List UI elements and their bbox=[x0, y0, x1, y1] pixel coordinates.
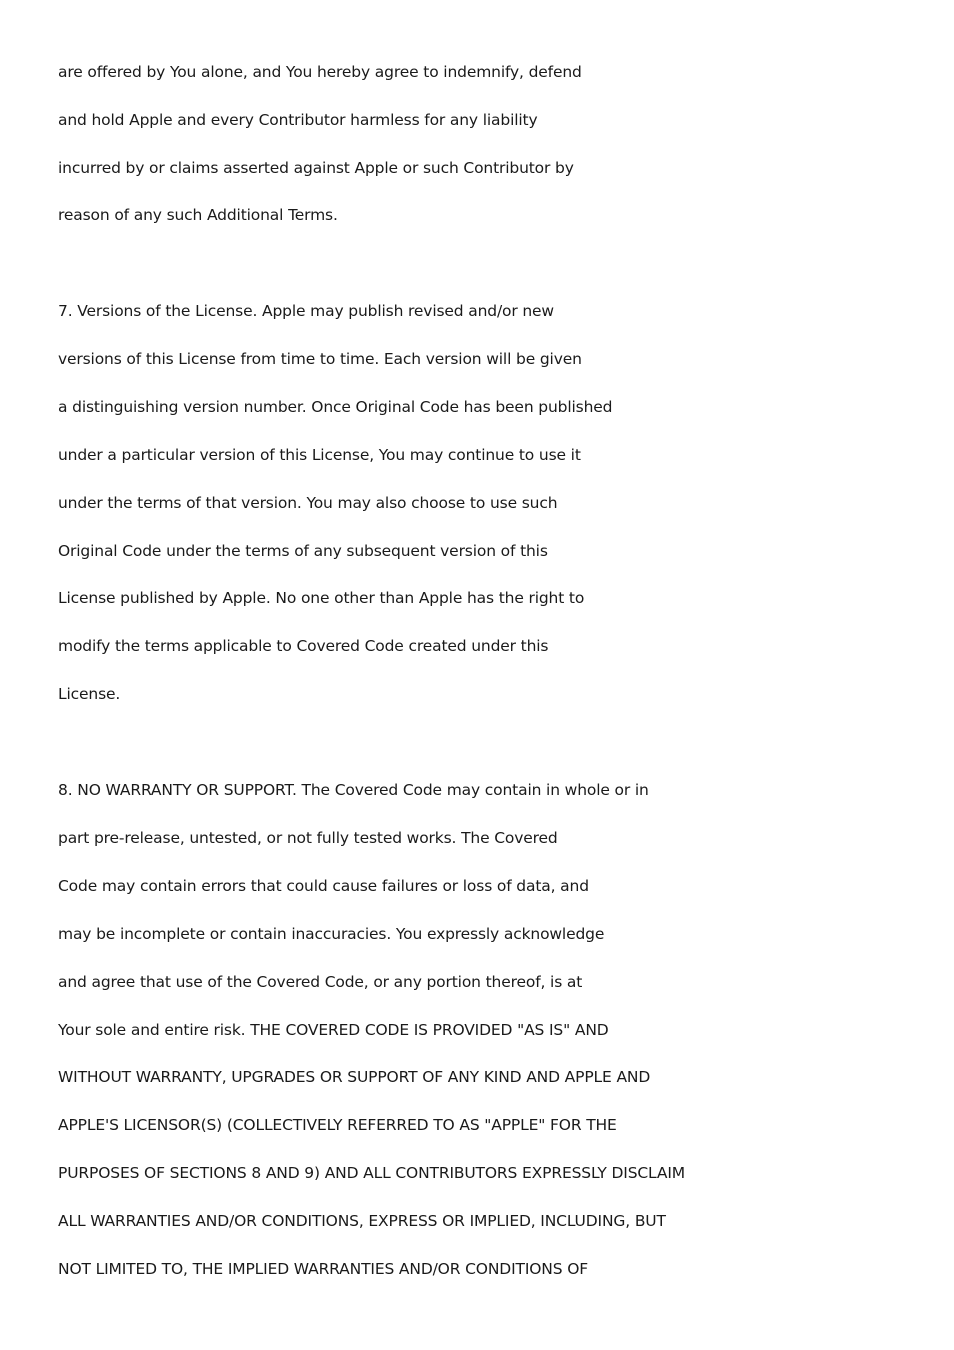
text-line: under the terms of that version. You may also choose to use such bbox=[58, 494, 558, 512]
text-line: a distinguishing version number. Once Original Code has been published bbox=[58, 398, 613, 416]
text-line: and agree that use of the Covered Code, or any portion thereof, is at bbox=[58, 973, 583, 991]
text-line: versions of this License from time to time. Each version will be given bbox=[58, 350, 582, 368]
text-line: 8. NO WARRANTY OR SUPPORT. The Covered Code may contain in whole or in bbox=[58, 781, 649, 799]
text-line: modify the terms applicable to Covered Code created under this bbox=[58, 637, 549, 655]
text-line: ALL WARRANTIES AND/OR CONDITIONS, EXPRESS OR IMPLIED, INCLUDING, BUT bbox=[58, 1212, 666, 1230]
text-line: Code may contain errors that could cause failures or loss of data, and bbox=[58, 877, 589, 895]
text-line: License. bbox=[58, 685, 121, 703]
text-line: under a particular version of this License, You may continue to use it bbox=[58, 446, 581, 464]
text-line: part pre-release, untested, or not fully tested works. The Covered bbox=[58, 829, 558, 847]
text-line: are offered by You alone, and You hereby agree to indemnify, defend bbox=[58, 63, 582, 81]
text-line: Original Code under the terms of any subsequent version of this bbox=[58, 542, 548, 560]
text-line: reason of any such Additional Terms. bbox=[58, 206, 338, 224]
text-line: WITHOUT WARRANTY, UPGRADES OR SUPPORT OF ANY KIND AND APPLE AND bbox=[58, 1068, 651, 1086]
text-line: License published by Apple. No one other than Apple has the right to bbox=[58, 589, 585, 607]
text-line: PURPOSES OF SECTIONS 8 AND 9) AND ALL CONTRIBUTORS EXPRESSLY DISCLAIM bbox=[58, 1164, 685, 1182]
text-line: 7. Versions of the License. Apple may publish revised and/or new bbox=[58, 302, 554, 320]
text-line: incurred by or claims asserted against Apple or such Contributor by bbox=[58, 159, 574, 177]
text-line: may be incomplete or contain inaccuracies. You expressly acknowledge bbox=[58, 925, 605, 943]
text-line: Your sole and entire risk. THE COVERED CODE IS PROVIDED "AS IS" AND bbox=[58, 1021, 609, 1039]
text-line: NOT LIMITED TO, THE IMPLIED WARRANTIES AND/OR CONDITIONS OF bbox=[58, 1260, 589, 1278]
text-line: and hold Apple and every Contributor harmless for any liability bbox=[58, 111, 538, 129]
text-line: APPLE'S LICENSOR(S) (COLLECTIVELY REFERRED TO AS "APPLE" FOR THE bbox=[58, 1116, 617, 1134]
